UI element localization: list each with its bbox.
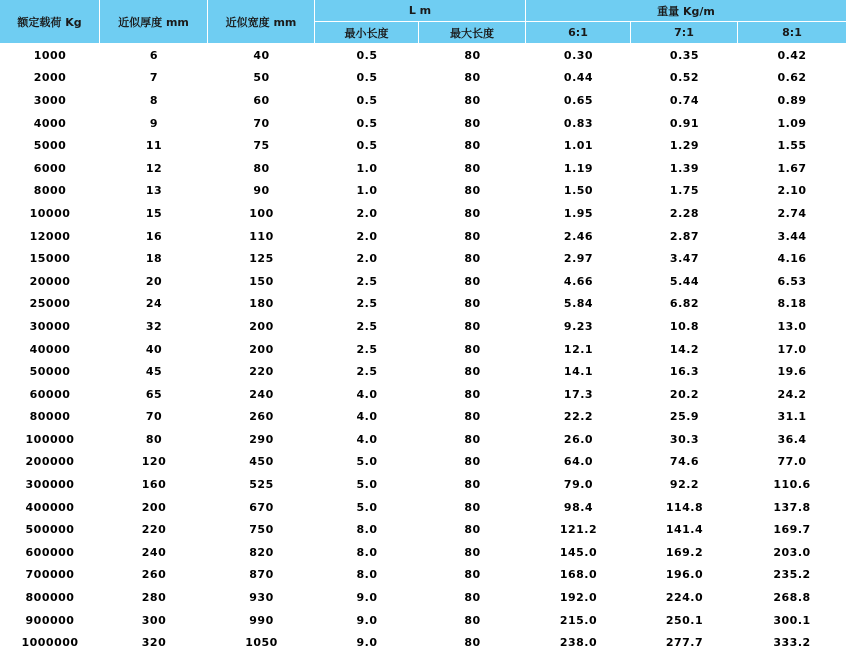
weight-8-cell: 17.0 — [777, 342, 807, 356]
weight-8-cell: 0.89 — [777, 93, 807, 107]
max-length-cell: 80 — [464, 410, 481, 424]
weight-6-cell: 26.0 — [563, 432, 594, 446]
weight-7-cell: 2.87 — [669, 229, 700, 243]
rated-load-cell: 30000 — [29, 319, 71, 333]
weight-6-cell: 64.0 — [563, 455, 594, 469]
thickness-cell: 20 — [145, 274, 163, 288]
thickness-cell: 220 — [141, 523, 167, 537]
min-length-cell: 8.0 — [356, 568, 378, 582]
min-length-cell: 5.0 — [356, 455, 378, 469]
weight-8-cell: 203.0 — [773, 545, 811, 559]
width-cell: 50 — [253, 71, 270, 85]
max-length-cell: 80 — [464, 500, 481, 514]
min-length-cell: 9.0 — [356, 613, 378, 627]
max-length-cell: 80 — [464, 432, 481, 446]
weight-8-cell: 0.42 — [777, 48, 807, 62]
rated-load-cell: 100000 — [25, 432, 75, 446]
width-cell: 40 — [253, 48, 270, 62]
width-cell: 110 — [249, 229, 274, 243]
weight-8-cell: 8.18 — [777, 297, 807, 311]
weight-6-cell: 4.66 — [563, 274, 594, 288]
max-length-cell: 80 — [464, 274, 481, 288]
weight-6-cell: 192.0 — [559, 591, 598, 605]
weight-6-cell: 2.97 — [563, 252, 594, 266]
rated-load-cell: 1000000 — [21, 636, 79, 650]
thickness-cell: 11 — [145, 139, 163, 153]
weight-8-cell: 268.8 — [773, 591, 811, 605]
table-header — [0, 0, 846, 44]
weight-6-cell: 121.2 — [559, 523, 598, 537]
weight-6-cell: 1.95 — [563, 206, 594, 220]
min-length-cell: 2.0 — [356, 206, 378, 220]
table-row — [0, 270, 846, 293]
weight-8-cell: 6.53 — [777, 274, 807, 288]
weight-8-cell: 36.4 — [777, 432, 807, 446]
width-cell: 290 — [249, 432, 274, 446]
max-length-cell: 80 — [464, 71, 481, 85]
weight-7-cell: 196.0 — [665, 568, 704, 582]
min-length-cell: 2.5 — [356, 319, 378, 333]
weight-7-cell: 0.52 — [669, 71, 700, 85]
min-length-cell: 4.0 — [356, 387, 378, 401]
rated-load-cell: 700000 — [25, 568, 75, 582]
table-row — [0, 225, 846, 248]
weight-7-cell: 1.39 — [669, 161, 700, 175]
min-length-cell: 2.5 — [356, 342, 378, 356]
weight-8-cell: 31.1 — [777, 410, 807, 424]
max-length-cell: 80 — [464, 93, 481, 107]
max-length-cell: 80 — [464, 342, 481, 356]
max-length-cell: 80 — [464, 139, 481, 153]
max-length-cell: 80 — [464, 613, 481, 627]
weight-7-cell: 224.0 — [665, 591, 704, 605]
max-length-cell: 80 — [464, 591, 481, 605]
weight-6-cell: 0.44 — [563, 71, 594, 85]
min-length-cell: 2.5 — [356, 297, 378, 311]
rated-load-cell: 4000 — [33, 116, 67, 130]
max-length-cell: 80 — [464, 252, 481, 266]
weight-7-cell: 30.3 — [669, 432, 700, 446]
max-length-cell: 80 — [464, 455, 481, 469]
weight-8-cell: 77.0 — [777, 455, 807, 469]
width-cell: 670 — [249, 500, 274, 514]
weight-6-cell: 9.23 — [563, 319, 594, 333]
width-cell: 990 — [249, 613, 274, 627]
width-cell: 240 — [249, 387, 274, 401]
weight-6-cell: 1.19 — [563, 161, 594, 175]
rated-load-cell: 5000 — [33, 139, 67, 153]
header-ratio-6: 6:1 — [526, 22, 631, 44]
table-row — [0, 451, 846, 474]
width-cell: 260 — [249, 410, 274, 424]
weight-7-cell: 1.29 — [669, 139, 700, 153]
min-length-cell: 1.0 — [356, 184, 378, 198]
width-cell: 90 — [253, 184, 270, 198]
max-length-cell: 80 — [464, 365, 481, 379]
weight-6-cell: 1.50 — [563, 184, 594, 198]
rated-load-cell: 25000 — [29, 297, 71, 311]
weight-8-cell: 3.44 — [777, 229, 807, 243]
weight-8-cell: 1.67 — [777, 161, 807, 175]
thickness-cell: 120 — [141, 455, 167, 469]
rated-load-cell: 15000 — [29, 252, 71, 266]
thickness-cell: 9 — [149, 116, 159, 130]
width-cell: 200 — [249, 342, 274, 356]
width-cell: 870 — [249, 568, 274, 582]
min-length-cell: 8.0 — [356, 523, 378, 537]
rated-load-cell: 3000 — [33, 93, 67, 107]
weight-6-cell: 0.83 — [563, 116, 594, 130]
min-length-cell: 9.0 — [356, 591, 378, 605]
width-cell: 100 — [249, 206, 274, 220]
thickness-cell: 240 — [141, 545, 167, 559]
weight-7-cell: 92.2 — [669, 478, 700, 492]
header-weight-group: 重量 Kg/m — [526, 0, 846, 22]
min-length-cell: 5.0 — [356, 478, 378, 492]
table-row — [0, 112, 846, 135]
width-cell: 220 — [249, 365, 274, 379]
min-length-cell: 0.5 — [356, 71, 378, 85]
header-ratio-7: 7:1 — [631, 22, 738, 44]
table-row — [0, 134, 846, 157]
max-length-cell: 80 — [464, 545, 481, 559]
width-cell: 125 — [249, 252, 274, 266]
table-row — [0, 496, 846, 519]
weight-7-cell: 6.82 — [669, 297, 700, 311]
thickness-cell: 32 — [145, 319, 163, 333]
max-length-cell: 80 — [464, 297, 481, 311]
width-cell: 180 — [249, 297, 274, 311]
header-ratio-8: 8:1 — [738, 22, 846, 44]
weight-6-cell: 14.1 — [563, 365, 594, 379]
weight-7-cell: 3.47 — [669, 252, 700, 266]
min-length-cell: 5.0 — [356, 500, 378, 514]
weight-6-cell: 145.0 — [559, 545, 598, 559]
weight-8-cell: 24.2 — [777, 387, 807, 401]
weight-6-cell: 79.0 — [563, 478, 594, 492]
max-length-cell: 80 — [464, 48, 481, 62]
weight-8-cell: 137.8 — [773, 500, 811, 514]
table-body — [0, 44, 846, 654]
table-row — [0, 315, 846, 338]
rated-load-cell: 300000 — [25, 478, 75, 492]
min-length-cell: 4.0 — [356, 410, 378, 424]
rated-load-cell: 2000 — [33, 71, 67, 85]
weight-7-cell: 74.6 — [669, 455, 700, 469]
min-length-cell: 0.5 — [356, 116, 378, 130]
min-length-cell: 2.5 — [356, 365, 378, 379]
width-cell: 75 — [253, 139, 270, 153]
thickness-cell: 7 — [149, 71, 159, 85]
weight-6-cell: 1.01 — [563, 139, 594, 153]
thickness-cell: 260 — [141, 568, 167, 582]
weight-7-cell: 10.8 — [669, 319, 700, 333]
weight-7-cell: 16.3 — [669, 365, 700, 379]
weight-6-cell: 0.30 — [563, 48, 594, 62]
thickness-cell: 65 — [145, 387, 163, 401]
rated-load-cell: 800000 — [25, 591, 75, 605]
table-row — [0, 609, 846, 632]
weight-8-cell: 235.2 — [773, 568, 811, 582]
table-row — [0, 406, 846, 429]
width-cell: 150 — [249, 274, 274, 288]
header-max-length: 最大长度 — [419, 22, 526, 44]
min-length-cell: 1.0 — [356, 161, 378, 175]
thickness-cell: 70 — [145, 410, 163, 424]
rated-load-cell: 10000 — [29, 206, 71, 220]
weight-6-cell: 238.0 — [559, 636, 598, 650]
table-row — [0, 564, 846, 587]
max-length-cell: 80 — [464, 116, 481, 130]
weight-7-cell: 1.75 — [669, 184, 700, 198]
weight-8-cell: 169.7 — [773, 523, 811, 537]
weight-8-cell: 0.62 — [777, 71, 807, 85]
weight-8-cell: 300.1 — [773, 613, 811, 627]
table-row — [0, 157, 846, 180]
weight-7-cell: 277.7 — [665, 636, 704, 650]
weight-7-cell: 14.2 — [669, 342, 700, 356]
weight-6-cell: 17.3 — [563, 387, 594, 401]
weight-7-cell: 169.2 — [665, 545, 704, 559]
table-row — [0, 586, 846, 609]
max-length-cell: 80 — [464, 478, 481, 492]
weight-7-cell: 25.9 — [669, 410, 700, 424]
thickness-cell: 18 — [145, 252, 163, 266]
header-width: 近似宽度 mm — [208, 0, 315, 44]
weight-7-cell: 114.8 — [665, 500, 704, 514]
max-length-cell: 80 — [464, 523, 481, 537]
weight-8-cell: 1.09 — [777, 116, 807, 130]
weight-8-cell: 2.10 — [777, 184, 807, 198]
weight-6-cell: 168.0 — [559, 568, 598, 582]
weight-8-cell: 4.16 — [777, 252, 807, 266]
weight-6-cell: 5.84 — [563, 297, 594, 311]
weight-8-cell: 333.2 — [773, 636, 811, 650]
min-length-cell: 4.0 — [356, 432, 378, 446]
thickness-cell: 13 — [145, 184, 163, 198]
rated-load-cell: 8000 — [33, 184, 67, 198]
weight-7-cell: 2.28 — [669, 206, 700, 220]
weight-6-cell: 2.46 — [563, 229, 594, 243]
max-length-cell: 80 — [464, 636, 481, 650]
thickness-cell: 160 — [141, 478, 167, 492]
weight-6-cell: 98.4 — [563, 500, 594, 514]
header-rated-load: 额定载荷 Kg — [0, 0, 100, 44]
thickness-cell: 40 — [145, 342, 163, 356]
weight-8-cell: 1.55 — [777, 139, 807, 153]
weight-6-cell: 0.65 — [563, 93, 594, 107]
thickness-cell: 200 — [141, 500, 167, 514]
table-row — [0, 428, 846, 451]
rated-load-cell: 600000 — [25, 545, 75, 559]
weight-8-cell: 13.0 — [777, 319, 807, 333]
min-length-cell: 2.5 — [356, 274, 378, 288]
table-row — [0, 202, 846, 225]
thickness-cell: 8 — [149, 93, 159, 107]
rated-load-cell: 60000 — [29, 387, 71, 401]
thickness-cell: 12 — [145, 161, 163, 175]
rated-load-cell: 50000 — [29, 365, 71, 379]
min-length-cell: 0.5 — [356, 48, 378, 62]
width-cell: 80 — [253, 161, 270, 175]
table-row — [0, 247, 846, 270]
max-length-cell: 80 — [464, 229, 481, 243]
weight-7-cell: 0.74 — [669, 93, 700, 107]
width-cell: 200 — [249, 319, 274, 333]
width-cell: 820 — [249, 545, 274, 559]
min-length-cell: 8.0 — [356, 545, 378, 559]
width-cell: 750 — [249, 523, 274, 537]
rated-load-cell: 80000 — [29, 410, 71, 424]
table-row — [0, 383, 846, 406]
thickness-cell: 16 — [145, 229, 163, 243]
weight-7-cell: 5.44 — [669, 274, 700, 288]
weight-8-cell: 19.6 — [777, 365, 807, 379]
thickness-cell: 15 — [145, 206, 163, 220]
rated-load-cell: 40000 — [29, 342, 71, 356]
table-row — [0, 473, 846, 496]
max-length-cell: 80 — [464, 184, 481, 198]
rated-load-cell: 400000 — [25, 500, 75, 514]
min-length-cell: 2.0 — [356, 252, 378, 266]
rated-load-cell: 12000 — [29, 229, 71, 243]
table-row — [0, 631, 846, 654]
thickness-cell: 80 — [145, 432, 163, 446]
width-cell: 525 — [249, 478, 274, 492]
max-length-cell: 80 — [464, 206, 481, 220]
table-row — [0, 67, 846, 90]
weight-7-cell: 0.91 — [669, 116, 700, 130]
header-thickness: 近似厚度 mm — [100, 0, 208, 44]
table-row — [0, 89, 846, 112]
rated-load-cell: 1000 — [33, 48, 67, 62]
weight-8-cell: 2.74 — [777, 206, 807, 220]
min-length-cell: 9.0 — [356, 636, 378, 650]
weight-7-cell: 0.35 — [669, 48, 700, 62]
rated-load-cell: 20000 — [29, 274, 71, 288]
rated-load-cell: 500000 — [25, 523, 75, 537]
min-length-cell: 2.0 — [356, 229, 378, 243]
weight-6-cell: 22.2 — [563, 410, 594, 424]
rated-load-cell: 6000 — [33, 161, 67, 175]
width-cell: 60 — [253, 93, 270, 107]
max-length-cell: 80 — [464, 319, 481, 333]
weight-8-cell: 110.6 — [773, 478, 811, 492]
header-length-group: L m — [315, 0, 526, 22]
header-min-length: 最小长度 — [315, 22, 419, 44]
weight-6-cell: 12.1 — [563, 342, 594, 356]
rated-load-cell: 900000 — [25, 613, 75, 627]
thickness-cell: 320 — [141, 636, 167, 650]
width-cell: 450 — [249, 455, 274, 469]
thickness-cell: 6 — [149, 48, 159, 62]
thickness-cell: 24 — [145, 297, 163, 311]
weight-7-cell: 20.2 — [669, 387, 700, 401]
table-row — [0, 44, 846, 67]
table-row — [0, 293, 846, 316]
rated-load-cell: 200000 — [25, 455, 75, 469]
table-row — [0, 518, 846, 541]
max-length-cell: 80 — [464, 161, 481, 175]
table-row — [0, 338, 846, 361]
width-cell: 1050 — [245, 636, 278, 650]
min-length-cell: 0.5 — [356, 139, 378, 153]
width-cell: 70 — [253, 116, 270, 130]
table-row — [0, 360, 846, 383]
thickness-cell: 45 — [145, 365, 163, 379]
min-length-cell: 0.5 — [356, 93, 378, 107]
table-row — [0, 541, 846, 564]
thickness-cell: 300 — [141, 613, 167, 627]
weight-7-cell: 141.4 — [665, 523, 704, 537]
weight-7-cell: 250.1 — [665, 613, 704, 627]
max-length-cell: 80 — [464, 568, 481, 582]
max-length-cell: 80 — [464, 387, 481, 401]
thickness-cell: 280 — [141, 591, 167, 605]
weight-6-cell: 215.0 — [559, 613, 598, 627]
table-row — [0, 180, 846, 203]
width-cell: 930 — [249, 591, 274, 605]
